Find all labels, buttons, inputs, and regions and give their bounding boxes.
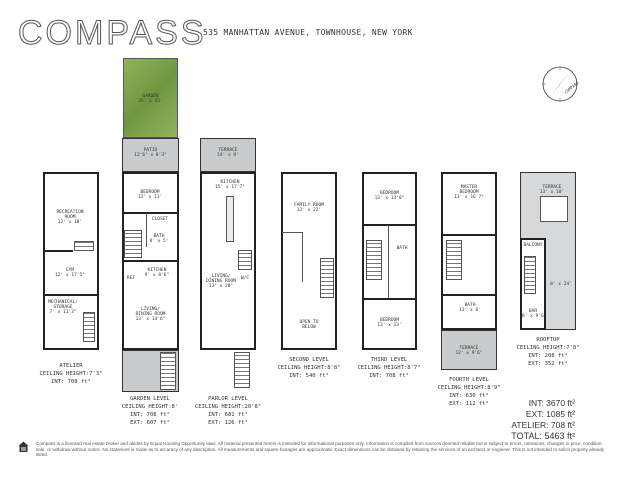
second-level-wall <box>302 232 303 282</box>
fourth-level-wall <box>441 294 497 296</box>
open-to-below-label: OPEN TO BELOW <box>299 320 319 330</box>
total-int: INT: 3670 ft² <box>528 398 575 408</box>
second-level-stairs <box>320 258 334 298</box>
terrace-parlor-label: TERRACE 14' x 9' <box>217 148 239 158</box>
terrace-roof-label: TERRACE 13' x 18' <box>539 185 565 195</box>
atelier-stairs <box>74 241 94 251</box>
second-level-wall <box>282 232 302 233</box>
parlor-stairs <box>238 250 252 270</box>
kitchen-parlor-label: KITCHEN 15' x 17'7" <box>215 180 245 190</box>
brand-logo <box>18 16 207 50</box>
bath-third-label: BATH <box>396 246 408 251</box>
level-label-fourth: FOURTH LEVEL CEILING HEIGHT:8'9" INT: 630 ft² EXT: 112 ft² <box>437 377 501 407</box>
garden-level-wall <box>122 260 179 262</box>
kitchen-garden-label: KITCHEN 9' x 8'6" <box>144 268 170 278</box>
total-ext: EXT: 1085 ft² <box>525 409 575 419</box>
compass-rose-icon <box>540 64 580 104</box>
level-label-parlor: PARLOR LEVEL CEILING HEIGHT:20'8" INT: 681 ft² EXT: 126 ft² <box>194 396 262 426</box>
skylight <box>540 196 568 222</box>
legal-disclaimer: Compass is a licensed real estate broker and abides by Equal Housing Opportunity laws. All material presented herein is intended for informational purposes only. Information is compiled from sources deemed reliable but is subject to errors, omissions, changes in price, condition, sale, or withdraw without notice. No statement is made as to accuracy of any description. All measurements and square footages are approximate. Exact dimensions can be obtained by retaining the services of an architect or engineer. This is not intended to solicit property already listed. <box>36 441 605 458</box>
ref-label: REF <box>126 276 136 281</box>
bar-label: BAR 8' x 9'6" <box>522 309 547 319</box>
equal-housing-icon <box>18 441 29 454</box>
level-label-second: SECOND LEVEL CEILING HEIGHT:8'8" INT: 540 ft² <box>277 357 341 379</box>
total-atelier: ATELIER: 708 ft² <box>511 420 575 430</box>
third-level-wall <box>362 224 417 226</box>
garden-level-wall <box>122 212 179 214</box>
level-label-atelier: ATELIER CEILING HEIGHT:7'3" INT: 708 ft² <box>39 363 103 385</box>
fourth-level-stairs <box>446 240 462 280</box>
garden-level-stairs <box>124 230 142 258</box>
bedroom-garden-label: BEDROOM 13' x 11' <box>137 190 163 200</box>
parlor-front-stairs <box>234 352 250 388</box>
area-totals <box>511 398 575 442</box>
rooftop-stairs <box>524 256 536 294</box>
patio-label: PATIO 12'6" x 8'3" <box>134 148 167 158</box>
compass-text: COMPASS <box>563 80 580 95</box>
atelier-stairs <box>83 312 95 342</box>
third-level-wall <box>362 298 417 300</box>
bedroom-third-a-label: BEDROOM 13' x 13'8" <box>374 191 405 201</box>
atelier-wall <box>43 294 99 296</box>
brand-name: COMPASS <box>18 14 207 52</box>
closet-label: CLOSET <box>151 217 169 222</box>
living-garden-label: LIVING/ DINING ROOM 13' x 14'6" <box>135 307 166 322</box>
gym-label: GYM 12' x 17'5" <box>55 268 85 278</box>
total-overall: TOTAL: 5463 ft² <box>511 431 575 441</box>
fourth-level-wall <box>441 234 497 236</box>
third-level-wall <box>388 225 389 298</box>
kitchen-island <box>226 196 234 242</box>
bath-fourth-label: BATH 13' x 8' <box>459 303 481 313</box>
garden-label: GARDEN 35' x 15' <box>138 94 163 104</box>
third-level-stairs <box>366 240 382 280</box>
garden-level-front-stairs <box>160 352 176 390</box>
bedroom-third-b-label: BEDROOM 13' x 13' <box>377 318 402 328</box>
bath-garden-label: BATH 8' x 5' <box>149 234 169 244</box>
terrace-fourth-label: TERRACE 12' x 9'6" <box>455 346 483 356</box>
wc-label: W/C <box>240 276 250 281</box>
level-label-third: THIRD LEVEL CEILING HEIGHT:8'7" INT: 708 ft² <box>357 357 421 379</box>
balcony-label: BALCONY <box>523 243 543 248</box>
roof-dimension-label: 8' x 24' <box>550 282 572 287</box>
family-room-label: FAMILY ROOM 13' x 22' <box>294 203 324 213</box>
atelier-wall <box>43 250 73 252</box>
mechanical-storage-label: MECHANICAL/ STORAGE 7' x 11'3" <box>48 300 78 315</box>
living-parlor-label: LIVING/ DINING ROOM 13' x 20' <box>206 274 236 289</box>
level-label-garden: GARDEN LEVEL CEILING HEIGHT:8' INT: 708 ft² EXT: 607 ft² <box>121 396 179 426</box>
property-address: 535 MANHATTAN AVENUE, TOWNHOUSE, NEW YORK <box>203 28 413 37</box>
recreation-room-label: RECREATION ROOM 12' x 18' <box>56 210 84 225</box>
master-bedroom-label: MASTER BEDROOM 13' x 16'7" <box>454 185 484 200</box>
level-label-rooftop: ROOFTOP CEILING HEIGHT:7'8" INT: 208 ft² EXT: 352 ft² <box>516 337 580 367</box>
